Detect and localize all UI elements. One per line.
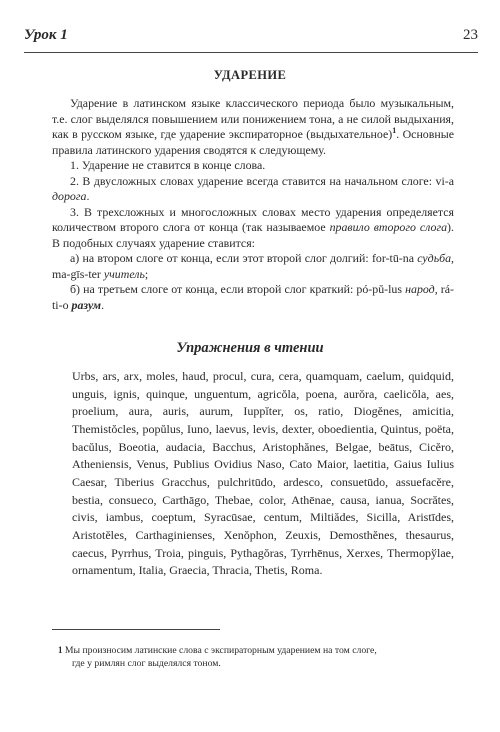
page-number: 23 bbox=[463, 27, 478, 43]
footnote-divider bbox=[52, 629, 220, 630]
intro-paragraph bbox=[52, 96, 454, 158]
footnote-text-1: Мы произносим латинские слова с экспираторным ударением на том слоге, bbox=[62, 645, 377, 656]
intro-text: Ударение в латинском языке классического периода было музыкальным, т.е. слог выделялся повышением или понижением тона, а не силой выдыхания, как в русском языке, где ударение экспираторное (выдыхательное) bbox=[52, 96, 454, 141]
rule-2 bbox=[52, 174, 454, 205]
case-b-example-2: разум bbox=[71, 297, 102, 312]
lesson-title: Урок 1 bbox=[24, 27, 68, 43]
footnote-line-1 bbox=[52, 644, 454, 657]
case-a-text: а) на втором слоге от конца, если этот второй слог долгий: for-tū-na bbox=[70, 251, 418, 265]
rule-2-example: дорога bbox=[52, 189, 87, 203]
footnote-ref: 1 bbox=[392, 126, 397, 135]
case-a-mid: ma-gīs-ter bbox=[52, 266, 104, 281]
header-divider bbox=[24, 52, 478, 53]
case-b bbox=[52, 282, 454, 313]
rule-3-term: правило второго слога bbox=[329, 220, 448, 234]
case-a-end: ; bbox=[144, 266, 149, 281]
rule-1 bbox=[52, 158, 454, 174]
reading-word-list: Urbs, ars, arx, moles, haud, procul, cura, cera, quamquam, caelum, quidquid, unguis, ignis, quinque, unguentum, agricŏla, poena, aurŏra, caelicŏla, aes, proelium, aura, auris, aurum, Iuppĭter, os, ratio, Diogĕnes, amicitia, Themistŏcles, popŭlus, Iuno, laevus, levis, dexter, oboedientia, Quintus, poëta, bacŭlus, Boeotia, audacia, Bacchus, Aristophănes, Belgae, beātus, Cicĕro, Atheniensis, Venus, Publius Ovidius Naso, Cato Maior, laetitia, Gaius Iulius Caesar, Tiberius Gracchus, pulchritūdo, ardesco, consuetūdo, assuefacĕre, bestia, consueco, Carthāgo, Thebae, color, Athēnae, causa, ianua, Socrătes, civis, iambus, coeptum, Syracūsae, centum, Miltiădes, Sicilla, Aristīdes, Aristotĕles, Carthaginienses, Xenŏphon, Zeuxis, Demosthĕnes, thesaurus, caecus, Pyrrhus, Troia, pinguis, Pythagŏras, Tyrrhēnus, Xerxes, Thermopўlae, ornamentum, Italia, Graecia, Thracia, Thetis, Roma. bbox=[72, 369, 454, 578]
case-a bbox=[52, 251, 454, 282]
case-b-end: . bbox=[101, 297, 105, 312]
rule-3-text: 3. В трехсложных и многосложных словах место ударения определяется количеством второго слога от конца (так называемое bbox=[52, 204, 454, 234]
footnote-text-2: где у римлян слог выделялся тоном. bbox=[72, 658, 221, 669]
section-title: УДАРЕНИЕ bbox=[213, 68, 287, 82]
footnote bbox=[52, 644, 454, 670]
case-b-example-1: народ, bbox=[405, 282, 438, 296]
stress-rules-text bbox=[52, 96, 454, 313]
rule-2-text: 2. В двусложных словах ударение всегда ставится на начальном слоге: vi-a bbox=[70, 173, 454, 188]
rule-3 bbox=[52, 205, 454, 252]
intro-tail: . Основные правила латинского ударения сводятся к следующему. bbox=[52, 127, 454, 157]
case-a-example-1: судьба, bbox=[417, 251, 454, 265]
case-b-text: б) на третьем слоге от конца, если второй слог краткий: pó-pŭ-lus bbox=[70, 282, 406, 296]
footnote-mark: 1 bbox=[58, 645, 63, 655]
case-b-mid: rá-ti-o bbox=[52, 282, 454, 312]
running-head bbox=[24, 26, 478, 44]
rule-3-end: ). В подобных случаях ударение ставится: bbox=[52, 220, 454, 250]
rule-2-end: . bbox=[86, 189, 90, 203]
rule-1-text: 1. Ударение не ставится в конце слова. bbox=[70, 158, 266, 172]
case-a-example-2: учитель bbox=[103, 266, 145, 281]
exercise-title: Упражнения в чтении bbox=[176, 340, 324, 356]
